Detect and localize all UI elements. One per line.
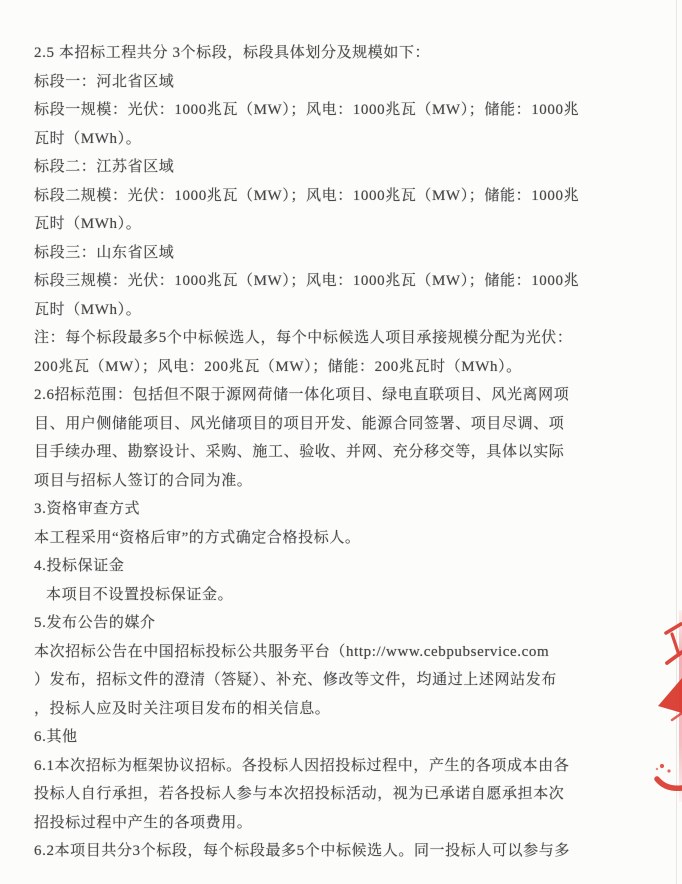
text-line: 标段三：山东省区域 <box>34 244 175 261</box>
text-line: 本次招标公告在中国招标投标公共服务平台（http://www.cebpubservice.com <box>34 643 550 660</box>
seal-character-mark <box>666 624 682 663</box>
text-line: 6.1本次招标为框架协议招标。各投标人因招投标过程中，产生的各项成本由各 <box>34 757 570 774</box>
text-line: 5.发布公告的媒介 <box>34 615 156 631</box>
text-line: 注：每个标段最多5个中标候选人，每个中标候选人项目承接规模分配为光伏： <box>34 330 573 346</box>
seal-dots <box>656 764 671 773</box>
text-line: 标段二规模：光伏：1000兆瓦（MW）；风电：1000兆瓦（MW）；储能：1000兆 <box>34 187 580 204</box>
text-line: 瓦时（MWh）。 <box>34 130 142 147</box>
text-line: 2.5 本招标工程共分 3个标段，标段具体划分及规模如下： <box>34 45 431 61</box>
text-line: 本项目不设置投标保证金。 <box>46 586 234 603</box>
text-line: 200兆瓦（MW）；风电：200兆瓦（MW）；储能：200兆瓦时（MWh）。 <box>34 358 522 375</box>
text-line: 项目与招标人签订的合同为准。 <box>34 472 253 489</box>
text-line: 目手续办理、勘察设计、采购、施工、验收、并网、充分移交等，具体以实际 <box>34 444 565 460</box>
seal-star-point <box>658 678 682 713</box>
red-seal-fragment-icon <box>653 612 682 802</box>
text-line: 标段一规模：光伏：1000兆瓦（MW）；风电：1000兆瓦（MW）；储能：1000兆 <box>34 102 580 118</box>
seal-star-edge <box>672 713 682 720</box>
text-line: ，投标人应及时关注项目发布的相关信息。 <box>34 700 331 717</box>
text-line: 6.其他 <box>34 729 78 745</box>
text-line: 2.6招标范围：包括但不限于源网荷储一体化项目、绿电直联项目、风光离网项 <box>34 387 570 403</box>
text-line: 标段二：江苏省区域 <box>34 159 175 175</box>
text-line: 6.2本项目共分3个标段，每个标段最多5个中标候选人。同一投标人可以参与多 <box>34 843 570 859</box>
text-line: 瓦时（MWh）。 <box>34 216 142 232</box>
text-line: 3.资格审查方式 <box>34 501 141 517</box>
text-line: 投标人自行承担，若各投标人参与本次招投标活动，视为已承诺自愿承担本次 <box>34 786 565 802</box>
text-line: ）发布，招标文件的澄清（答疑）、补充、修改等文件，均通过上述网站发布 <box>34 672 557 688</box>
text-line: 标段一：河北省区域 <box>34 73 175 90</box>
text-line: 招投标过程中产生的各项费用。 <box>34 814 253 831</box>
text-line: 本工程采用“资格后审”的方式确定合格投标人。 <box>34 529 361 546</box>
text-line: 标段三规模：光伏：1000兆瓦（MW）；风电：1000兆瓦（MW）；储能：1000兆 <box>34 273 580 289</box>
seal-arc <box>657 779 682 788</box>
text-line: 瓦时（MWh）。 <box>34 301 142 318</box>
text-line: 目、用户侧储能项目、风光储项目的项目开发、能源合同签署、项目尽调、项 <box>34 415 565 432</box>
text-line: 4.投标保证金 <box>34 558 125 574</box>
